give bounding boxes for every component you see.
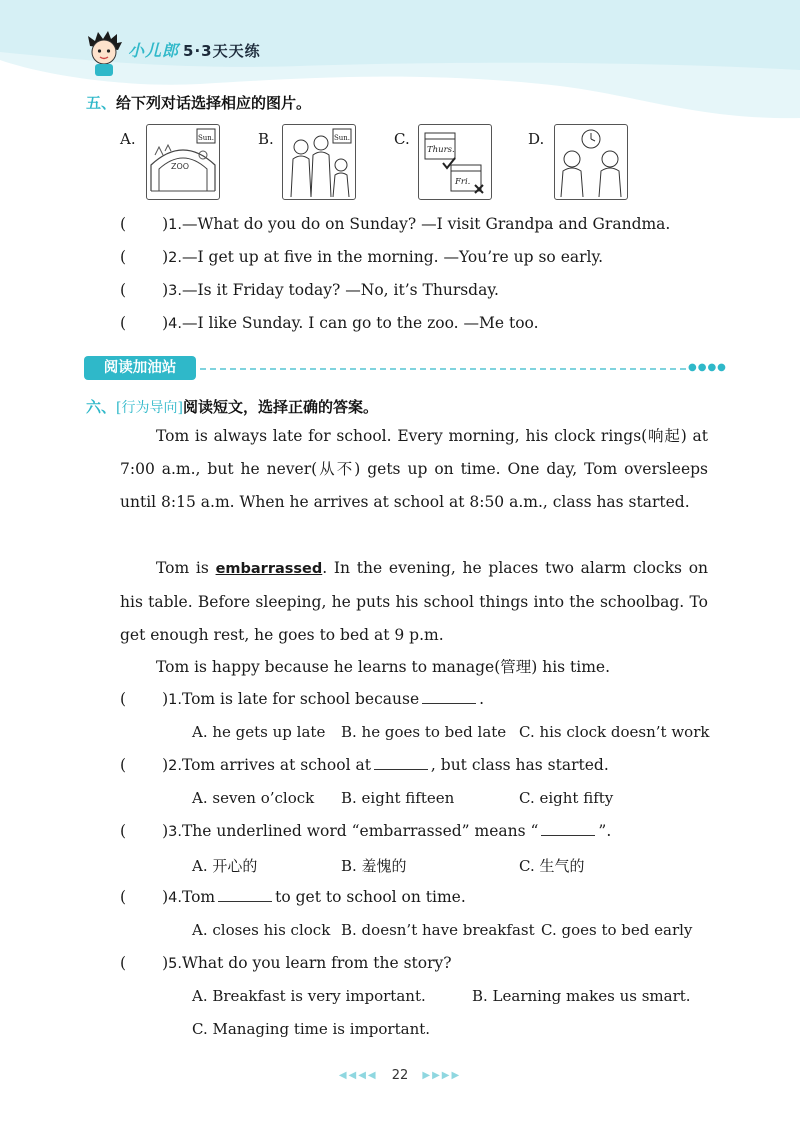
q-number: 5. — [168, 956, 182, 972]
answer-blank[interactable] — [541, 823, 595, 836]
q4-option-c: C. goes to bed early — [541, 921, 693, 939]
underlined-word: embarrassed — [215, 561, 323, 577]
brand-series: 5·3天天练 — [183, 42, 261, 60]
s5-question-1 — [120, 215, 670, 233]
section6-instruction: 阅读短文，选择正确的答案。 — [182, 398, 378, 416]
q2-option-b: B. eight fifteen — [341, 789, 455, 807]
q-text: What do you learn from the story? — [181, 954, 452, 972]
paragraph-2-rest: . In the evening, he places two alarm clocks on his table. Before sleeping, he puts his school things into the schoolbag. To get enough rest, he goes to bed at 9 p.m. — [120, 559, 709, 644]
q-text: Tom is late for school because — [181, 690, 420, 708]
s6-question-5: ( )5.What do you learn from the story? — [120, 954, 452, 972]
s5-question-2 — [120, 248, 603, 266]
banner-divider — [200, 368, 686, 370]
picture-d-clock-boys — [554, 124, 628, 200]
q-text-end: . — [479, 690, 485, 708]
brand-logo: 小儿郎 — [128, 41, 180, 60]
mascot-icon — [84, 30, 124, 76]
q-number: 3. — [168, 283, 182, 299]
paren-close: ) — [162, 314, 169, 332]
section6-number: 六、 — [86, 398, 117, 416]
q3-option-c: C. 生气的 — [519, 857, 585, 875]
q1-option-c: C. his clock doesn’t work — [519, 723, 710, 741]
paragraph-3-text: Tom is happy because he learns to manage(管理) his time. — [156, 658, 611, 676]
q-text-end: to get to school on time. — [275, 888, 466, 906]
paren-open: ( — [120, 314, 127, 332]
q2-option-a: A. seven o’clock — [192, 789, 315, 807]
s5-question-4 — [120, 314, 539, 332]
passage-paragraph-1 — [120, 420, 708, 519]
q-text: The underlined word “embarrassed” means “ — [181, 822, 539, 840]
q-number: 4. — [168, 316, 182, 332]
prev-arrows-icon: ◀◀◀◀ — [338, 1070, 378, 1081]
q-text: Tom — [181, 888, 216, 906]
banner-dots: ●●●● — [688, 362, 727, 373]
section5-title — [86, 92, 311, 113]
pic-b-calendar: Sun. — [334, 134, 351, 142]
pic-c-letter: C. — [394, 130, 410, 148]
s6-question-3: ( )3.The underlined word “embarrassed” means “ ”. — [120, 822, 612, 840]
page-number: 22 — [391, 1068, 409, 1083]
paren-close: ) — [162, 215, 169, 233]
q-number: 4. — [168, 890, 182, 906]
q4-option-a: A. closes his clock — [192, 921, 331, 939]
s5-question-3 — [120, 281, 499, 299]
passage-paragraph-2 — [120, 552, 708, 652]
q-text: Tom arrives at school at — [181, 756, 371, 774]
q-text: —I like Sunday. I can go to the zoo. —Me too. — [181, 314, 539, 332]
answer-blank[interactable] — [218, 889, 272, 902]
q-number: 1. — [168, 692, 182, 708]
section5-number: 五、 — [86, 94, 117, 112]
passage-paragraph-3 — [120, 651, 708, 684]
q1-option-a: A. he gets up late — [192, 723, 326, 741]
reading-banner: 阅读加油站 — [84, 356, 196, 380]
q-text: —Is it Friday today? —No, it’s Thursday. — [181, 281, 499, 299]
answer-blank[interactable] — [374, 757, 428, 770]
q-text-end: ”. — [598, 822, 612, 840]
picture-c-calendars — [418, 124, 492, 200]
s6-question-1: ( )1.Tom is late for school because . — [120, 690, 485, 708]
paragraph-1-text: Tom is always late for school. Every morning, his clock rings(响起) at 7:00 a.m., but he never(从不) gets up on time. One day, Tom oversleeps until 8:15 a.m. When he arrives at school at 8:50 a.m., class has started. — [120, 427, 708, 511]
s6-question-2: ( )2.Tom arrives at school at , but class has started. — [120, 756, 609, 774]
paren-open: ( — [120, 215, 127, 233]
pic-d-letter: D. — [528, 130, 545, 148]
picture-b-grandparents — [282, 124, 356, 200]
paren-close: ) — [162, 281, 169, 299]
s6-question-4: ( )4.Tom to get to school on time. — [120, 888, 466, 906]
q5-option-a: A. Breakfast is very important. — [192, 987, 426, 1005]
paragraph-2-start: Tom is — [156, 559, 216, 577]
q-text-end: , but class has started. — [430, 756, 609, 774]
q-text: —I get up at five in the morning. —You’re up so early. — [181, 248, 604, 266]
next-arrows-icon: ▶▶▶▶ — [422, 1070, 462, 1081]
answer-blank[interactable] — [422, 691, 476, 704]
page-footer — [0, 1068, 800, 1083]
q5-option-c: C. Managing time is important. — [192, 1020, 431, 1038]
pic-a-calendar: Sun. — [198, 134, 215, 142]
section6-title — [86, 396, 378, 417]
q3-option-b: B. 羞愧的 — [341, 857, 407, 875]
q1-option-b: B. he goes to bed late — [341, 723, 507, 741]
section5-instruction: 给下列对话选择相应的图片。 — [116, 94, 312, 112]
q2-option-c: C. eight fifty — [519, 789, 614, 807]
svg-text:ZOO: ZOO — [171, 162, 190, 171]
paren-open: ( — [120, 281, 127, 299]
q4-option-b: B. doesn’t have breakfast — [341, 921, 535, 939]
paren-open: ( — [120, 248, 127, 266]
pic-c-calendar-bottom: Fri. — [455, 177, 471, 187]
q-number: 2. — [168, 250, 182, 266]
q-number: 3. — [168, 824, 182, 840]
q-text: —What do you do on Sunday? —I visit Grandpa and Grandma. — [181, 215, 671, 233]
brand-title — [128, 38, 261, 61]
pic-c-calendar-top: Thurs. — [427, 145, 455, 155]
pic-b-letter: B. — [258, 130, 274, 148]
picture-a-zoo — [146, 124, 220, 200]
pic-a-letter: A. — [120, 130, 136, 148]
q5-option-b: B. Learning makes us smart. — [472, 987, 691, 1005]
q-number: 2. — [168, 758, 182, 774]
paren-close: ) — [162, 248, 169, 266]
section6-tag: [行为导向] — [116, 400, 183, 416]
q-number: 1. — [168, 217, 182, 233]
q3-option-a: A. 开心的 — [192, 857, 258, 875]
